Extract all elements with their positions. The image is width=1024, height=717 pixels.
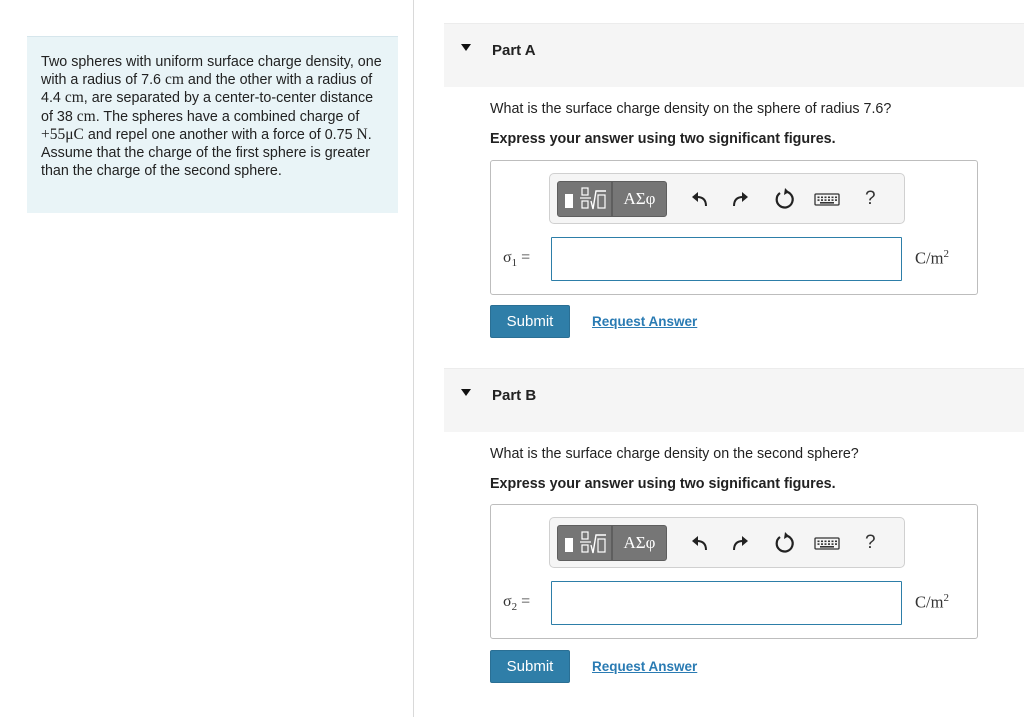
part-b-answer-box — [490, 504, 978, 639]
request-answer-link[interactable]: Request Answer — [592, 659, 698, 674]
reset-icon[interactable] — [772, 187, 796, 211]
problem-text: and repel one another with a force of 0.75 — [83, 126, 357, 143]
problem-text: Two spheres with uniform surface charge density, one with a radius of 7.6 — [41, 54, 382, 89]
submit-button[interactable]: Submit — [490, 305, 570, 338]
problem-text: and the other with a radius of 4.4 — [41, 72, 373, 107]
unit-newton: N — [356, 125, 368, 143]
part-a-instruction: Express your answer using two significant figures. — [490, 131, 836, 147]
part-b-title: Part B — [492, 387, 537, 404]
problem-text: . The spheres have a combined charge of — [95, 108, 360, 125]
redo-icon[interactable] — [728, 531, 752, 555]
template-icon — [558, 182, 613, 218]
part-a-question: What is the surface charge density on the sphere of radius 7.6? — [490, 101, 892, 117]
part-b-question: What is the surface charge density on the second sphere? — [490, 446, 859, 462]
problem-statement — [27, 36, 398, 213]
reset-icon[interactable] — [772, 531, 796, 555]
answer-input[interactable] — [551, 237, 902, 281]
request-answer-link[interactable]: Request Answer — [592, 314, 698, 329]
column-divider — [413, 0, 414, 717]
problem-text: . Assume that the charge of the first sphere is greater than the charge of the second sphere. — [41, 126, 372, 180]
unit-cm: cm — [76, 107, 96, 125]
symbols-button[interactable]: ΑΣφ — [612, 181, 667, 217]
part-b-header[interactable] — [444, 368, 1024, 432]
keyboard-icon[interactable] — [814, 187, 840, 211]
template-icon — [558, 526, 613, 562]
part-a-answer-box — [490, 160, 978, 295]
part-a-header[interactable] — [444, 23, 1024, 87]
unit-cm: cm — [164, 71, 184, 89]
variable-label: $\sigma_2$ = — [503, 593, 531, 614]
redo-icon[interactable] — [728, 187, 752, 211]
collapse-triangle-icon[interactable] — [461, 44, 471, 51]
problem-text: , are separated by a center-to-center distance of 38 — [41, 90, 374, 125]
help-button[interactable]: ? — [865, 532, 876, 553]
keyboard-icon[interactable] — [814, 531, 840, 555]
answer-input[interactable] — [551, 581, 902, 625]
template-button[interactable] — [557, 525, 612, 561]
template-button[interactable] — [557, 181, 612, 217]
submit-button[interactable]: Submit — [490, 650, 570, 683]
collapse-triangle-icon[interactable] — [461, 389, 471, 396]
unit-cm: cm — [64, 89, 84, 107]
unit-label: $C/m^2$ — [915, 248, 949, 268]
undo-icon[interactable] — [688, 187, 712, 211]
undo-icon[interactable] — [688, 531, 712, 555]
part-b-instruction: Express your answer using two significant figures. — [490, 476, 836, 492]
charge-value: +55μC — [41, 125, 84, 143]
part-a-title: Part A — [492, 42, 536, 59]
symbols-button[interactable]: ΑΣφ — [612, 525, 667, 561]
math-toolbar — [549, 517, 905, 568]
math-toolbar — [549, 173, 905, 224]
unit-label: $C/m^2$ — [915, 592, 949, 612]
help-button[interactable]: ? — [865, 188, 876, 209]
variable-label: $\sigma_1$ = — [503, 249, 531, 270]
